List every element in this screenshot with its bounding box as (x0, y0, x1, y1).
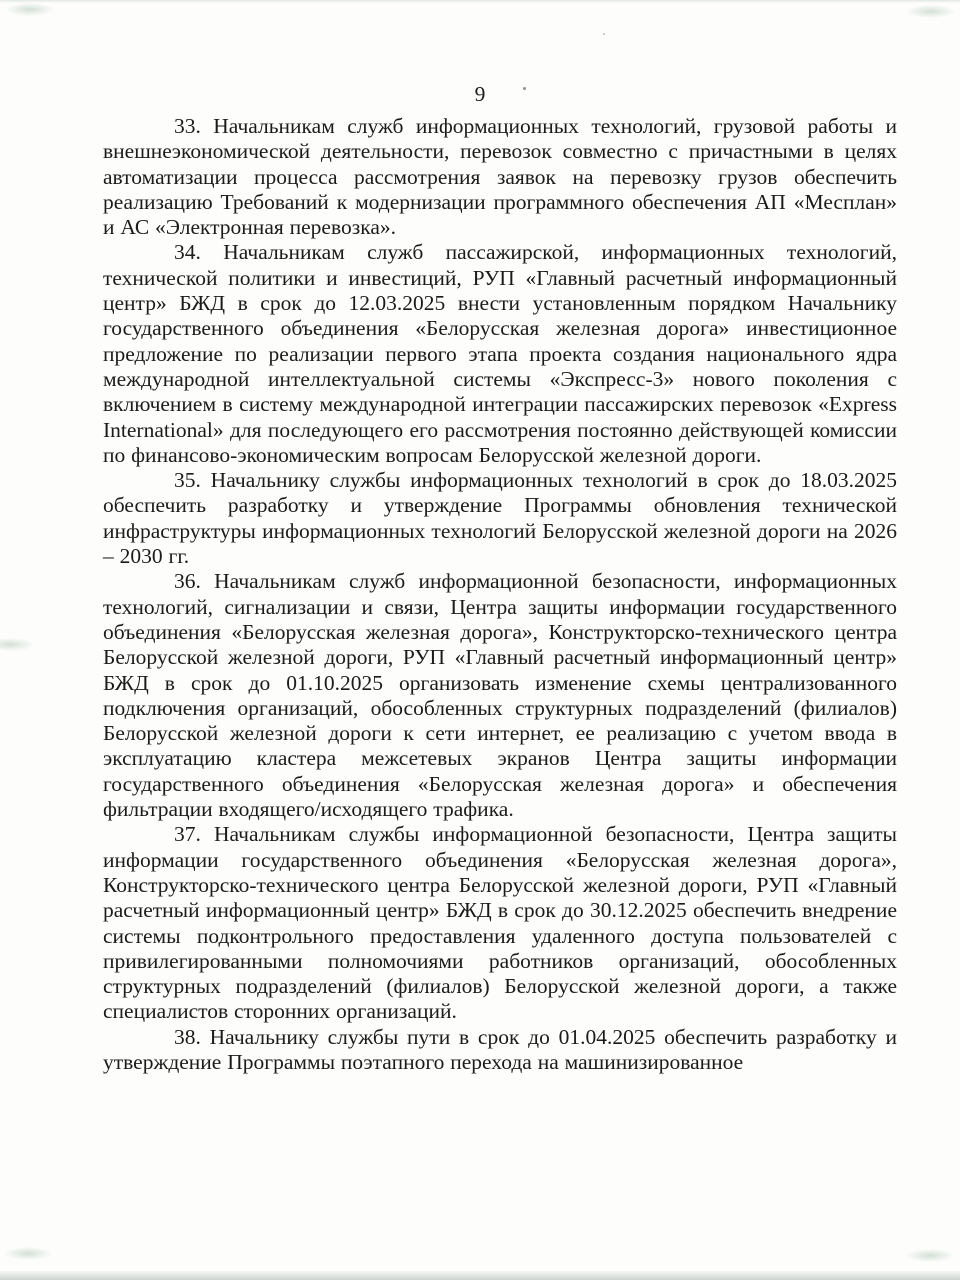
scan-artifact-corner-bottom-left (4, 1247, 52, 1260)
scan-artifact-top-edge (0, 0, 960, 3)
scan-artifact-corner-top-right (907, 5, 955, 18)
scan-artifact-left-edge (0, 638, 34, 651)
paragraph-37: 37. Начальникам службы информационной безопасности, Центра защиты информации государственного объединения «Белорусская железная дорога», Конструкторско-технического центра Белорусской железной дороги, РУП «Главный расчетный информационный центр» БЖД в срок до 30.12.2025 обеспечить внедрение системы подконтрольного предоставления удаленного доступа пользователей с привилегированными полномочиями работников организаций, обособленных структурных подразделений (филиалов) Белорусской железной дороги, а также специалистов сторонних организаций. (103, 822, 897, 1024)
paragraph-34: 34. Начальникам служб пассажирской, информационных технологий, технической политики и инвестиций, РУП «Главный расчетный информационный центр» БЖД в срок до 12.03.2025 внести установленным порядком Начальнику государственного объединения «Белорусская железная дорога» инвестиционное предложение по реализации первого этапа проекта создания национального ядра международной интеллектуальной системы «Экспресс-3» нового поколения с включением в систему международной интеграции пассажирских перевозок «Express International» для последующего его рассмотрения постоянно действующей комиссии по финансово-экономическим вопросам Белорусской железной дороги. (103, 240, 897, 467)
scan-artifact-corner-bottom-right (906, 1249, 954, 1262)
paragraph-33: 33. Начальникам служб информационных технологий, грузовой работы и внешнеэкономической деятельности, перевозок совместно с причастными в целях автоматизации процесса рассмотрения заявок на перевозку грузов обеспечить реализацию Требований к модернизации программного обеспечения АП «Месплан» и АС «Электронная перевозка». (103, 114, 897, 240)
document-body (103, 114, 897, 1075)
paragraph-36: 36. Начальникам служб информационной безопасности, информационных технологий, сигнализации и связи, Центра защиты информации государственного объединения «Белорусская железная дорога», Конструкторско-технического центра Белорусской железной дороги, РУП «Главный расчетный информационный центр» БЖД в срок до 01.10.2025 организовать изменение схемы централизованного подключения организаций, обособленных структурных подразделений (филиалов) Белорусской железной дороги к сети интернет, ее реализацию с учетом ввода в эксплуатацию кластера межсетевых экранов Центра защиты информации государственного объединения «Белорусская железная дорога» и обеспечения фильтрации входящего/исходящего трафика. (103, 569, 897, 822)
paragraph-35: 35. Начальнику службы информационных технологий в срок до 18.03.2025 обеспечить разработку и утверждение Программы обновления технической инфраструктуры информационных технологий Белорусской железной дороги на 2026 – 2030 гг. (103, 468, 897, 569)
scan-artifact-corner-top-left (6, 3, 54, 16)
scan-speck (603, 33, 605, 35)
page-number: 9 (474, 82, 486, 106)
scan-artifact-bottom-edge (0, 1271, 960, 1280)
paragraph-38: 38. Начальнику службы пути в срок до 01.04.2025 обеспечить разработку и утверждение Программы поэтапного перехода на машинизированное (103, 1024, 897, 1074)
